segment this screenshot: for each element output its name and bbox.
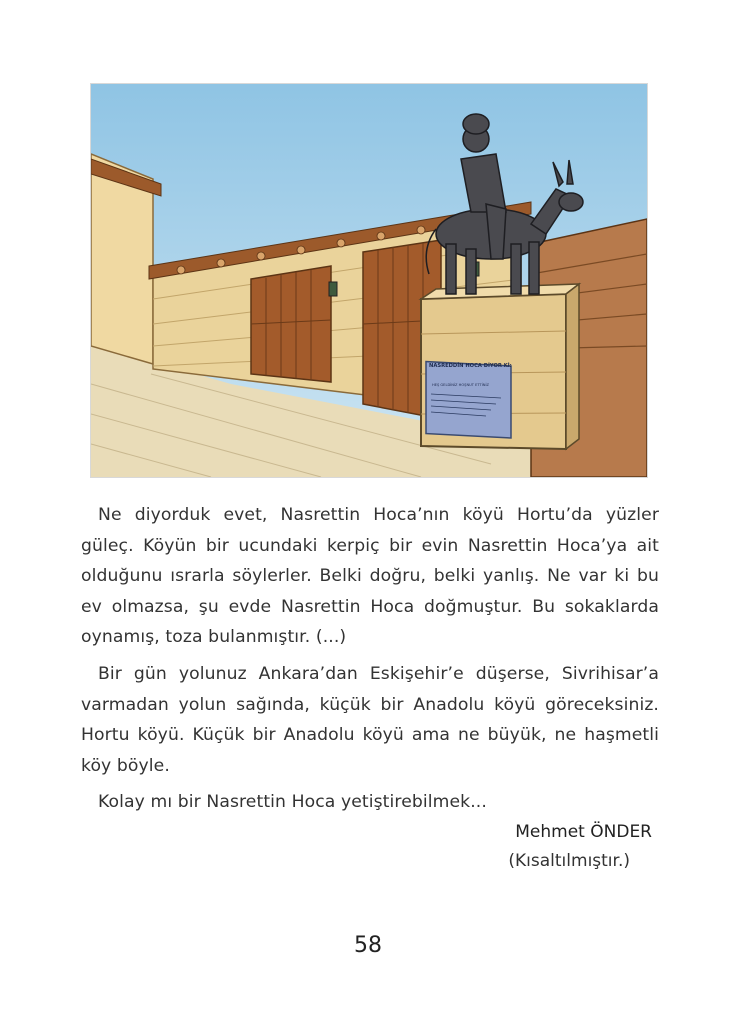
paragraph-2: Bir gün yolunuz Ankara’dan Eskişehir’e düşerse, Sivrihisar’a varmadan yolun sağında, küçük bir Anadolu köyü göreceksiniz. Hortu köyü. Küçük bir Anadolu köyü ama ne büyük, ne haşmetli köy böyle.	[81, 663, 659, 776]
page-number: 58	[354, 933, 382, 958]
hortu-village-scene	[91, 84, 647, 477]
story-text	[81, 500, 659, 818]
plaque	[426, 362, 511, 438]
wooden-door-left	[251, 266, 331, 382]
plaque-line: HEŞ GELDİNİZ HOŞNUT ETTİNİZ	[432, 383, 489, 387]
lantern-icon	[329, 282, 337, 296]
paragraph-1: Ne diyorduk evet, Nasrettin Hoca’nın köyü Hortu’da yüzler güleç. Köyün bir ucundaki kerpiç bir evin Nasrettin Hoca’ya ait olduğunu ısrarla söylerler. Belki doğru, belki yanlış. Ne var ki bu ev olmazsa, şu evde Nasrettin Hoca doğmuştur. Bu sokaklarda oynamış, toza bulanmıştır. (...)	[81, 505, 659, 648]
abridged-note: (Kısaltılmıştır.)	[508, 851, 630, 871]
plaque-title: NASREDDİN HOCA DİYOR Kİ:	[429, 363, 512, 369]
author-name: Mehmet ÖNDER	[515, 822, 652, 842]
paragraph-3: Kolay mı bir Nasrettin Hoca yetiştirebilmek...	[98, 792, 487, 813]
village-illustration	[90, 83, 648, 478]
